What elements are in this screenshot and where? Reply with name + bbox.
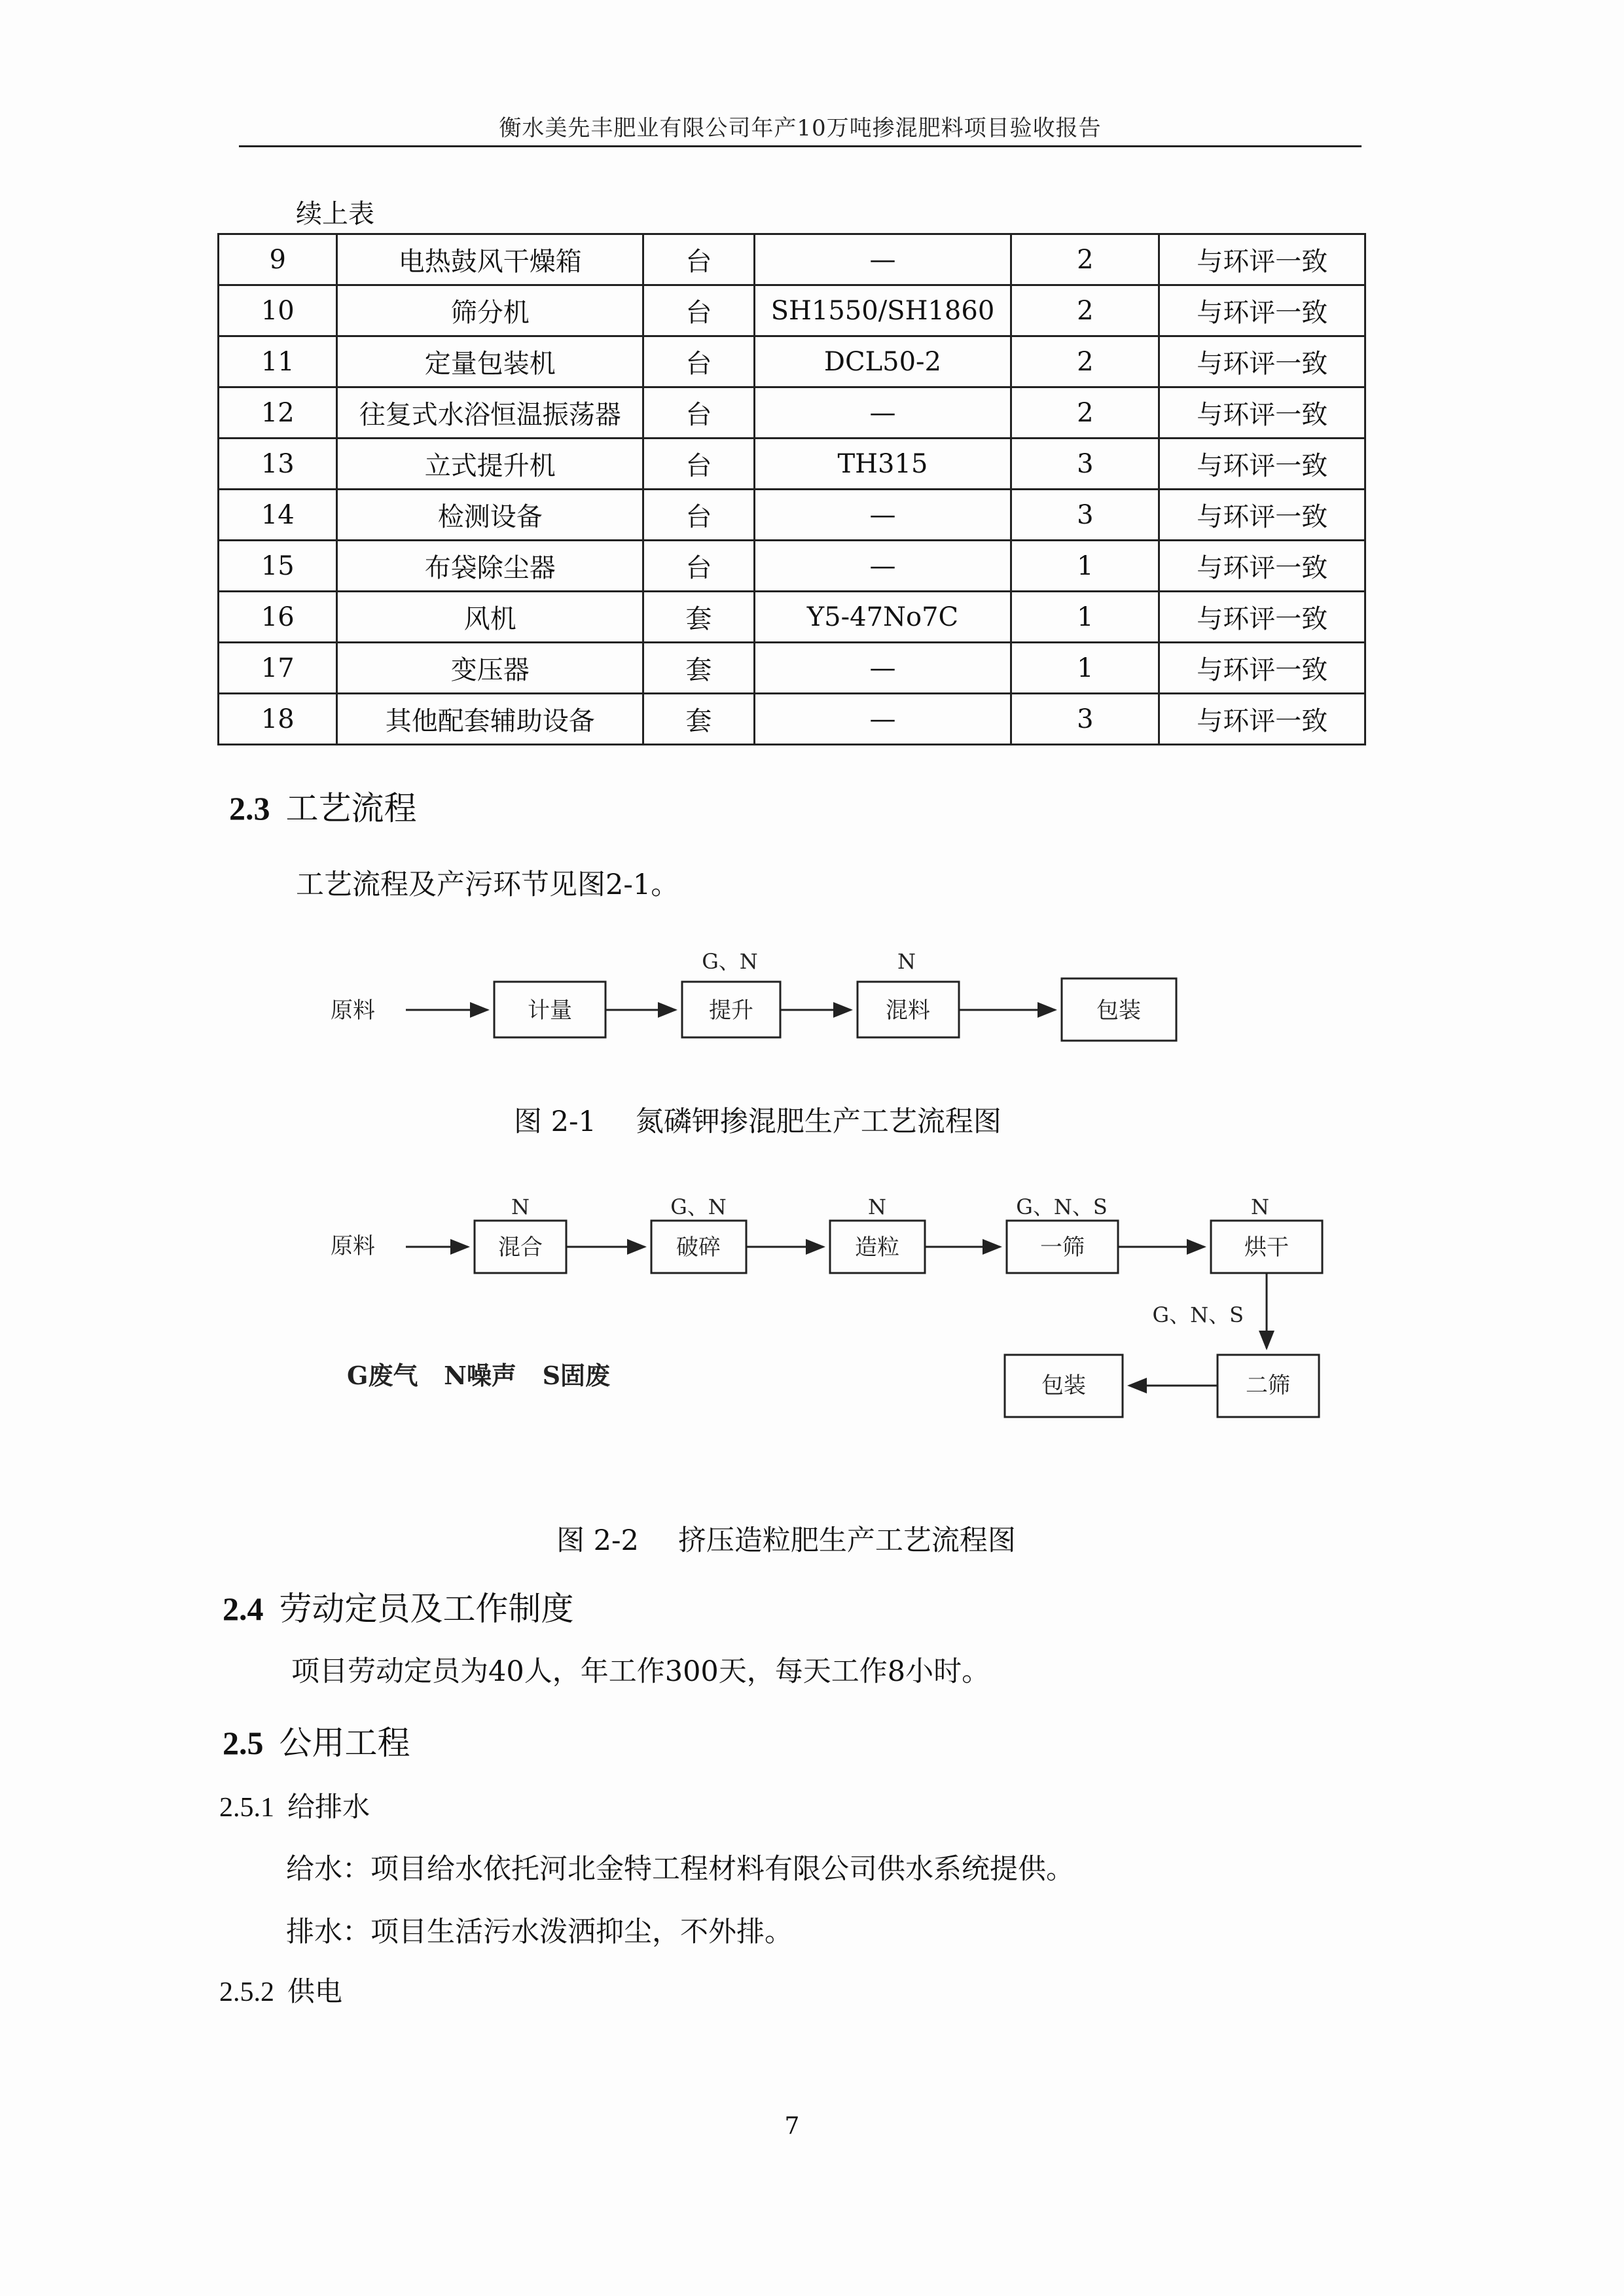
- fig1-box-label: 包装: [1096, 997, 1141, 1024]
- table-cell: 与环评一致: [1159, 490, 1365, 541]
- table-cell: 往复式水浴恒温振荡器: [337, 387, 643, 439]
- section-2-3-text: 工艺流程及产污环节见图2-1。: [296, 869, 679, 901]
- table-cell: 3: [1011, 439, 1159, 490]
- table-cell: Y5-47No7C: [754, 592, 1011, 643]
- section-2-5-heading: [223, 1717, 410, 1764]
- report-header: 衡水美先丰肥业有限公司年产10万吨掺混肥料项目验收报告: [499, 115, 1102, 141]
- table-cell: 台: [643, 490, 754, 541]
- fig1-pollutant-label: N: [897, 949, 916, 974]
- section-2-4-heading: [223, 1583, 574, 1630]
- table-cell: TH315: [754, 439, 1011, 490]
- table-cell: 与环评一致: [1159, 541, 1365, 592]
- fig2-pollutant-label: N: [511, 1194, 530, 1219]
- section-number: 2.5.2: [219, 1977, 274, 2007]
- table-cell: 17: [219, 643, 337, 694]
- fig2-pollutant-label: G、N、S: [1152, 1302, 1244, 1327]
- table-cell: 其他配套辅助设备: [337, 694, 643, 745]
- table-cell: 3: [1011, 694, 1159, 745]
- table-row: [219, 541, 1365, 592]
- table-cell: 2: [1011, 234, 1159, 285]
- table-cell: 13: [219, 439, 337, 490]
- fig2-pollutant-label: G、N、S: [1016, 1194, 1108, 1219]
- fig2-box-label: 造粒: [855, 1234, 899, 1261]
- table-cell: 2: [1011, 387, 1159, 439]
- table-cell: 与环评一致: [1159, 336, 1365, 387]
- table-cell: 台: [643, 387, 754, 439]
- fig1-box-label: 混料: [886, 997, 930, 1024]
- table-cell: 检测设备: [337, 490, 643, 541]
- section-title: 工艺流程: [285, 789, 417, 827]
- figure-number: 图 2-1: [514, 1105, 596, 1138]
- section-title: 供电: [287, 1975, 343, 2007]
- table-cell: —: [754, 541, 1011, 592]
- table-cell: 电热鼓风干燥箱: [337, 234, 643, 285]
- table-cell: 台: [643, 439, 754, 490]
- table-row: [219, 592, 1365, 643]
- table-cell: 与环评一致: [1159, 643, 1365, 694]
- section-number: 2.4: [223, 1590, 264, 1627]
- section-2-5-2-heading: [219, 1970, 342, 2009]
- table-cell: 与环评一致: [1159, 285, 1365, 336]
- fig1-box-label: 计量: [528, 997, 572, 1024]
- fig2-box-label: 烘干: [1244, 1234, 1289, 1261]
- table-cell: —: [754, 490, 1011, 541]
- table-cell: —: [754, 234, 1011, 285]
- table-cell: 1: [1011, 643, 1159, 694]
- table-continued-caption: 续上表: [296, 199, 374, 229]
- table-cell: 立式提升机: [337, 439, 643, 490]
- table-row: [219, 336, 1365, 387]
- fig2-box-label: 破碎: [676, 1234, 721, 1261]
- table-row: [219, 234, 1365, 285]
- fig2-box-label: 包装: [1041, 1372, 1086, 1399]
- table-cell: 10: [219, 285, 337, 336]
- drainage-text: 排水：项目生活污水泼洒抑尘，不外排。: [286, 1916, 793, 1948]
- equipment-table: [217, 233, 1366, 745]
- table-cell: 套: [643, 592, 754, 643]
- table-cell: 台: [643, 336, 754, 387]
- table-cell: 套: [643, 694, 754, 745]
- header-divider: [239, 145, 1362, 147]
- table-row: [219, 643, 1365, 694]
- table-row: [219, 387, 1365, 439]
- fig2-box-label: 一筛: [1040, 1234, 1085, 1261]
- table-cell: 1: [1011, 592, 1159, 643]
- table-cell: 2: [1011, 336, 1159, 387]
- fig2-start-label: 原料: [331, 1233, 375, 1259]
- section-number: 2.5: [223, 1725, 264, 1761]
- section-title: 劳动定员及工作制度: [279, 1590, 574, 1628]
- fig2-box-label: 二筛: [1246, 1372, 1290, 1399]
- fig1-pollutant-label: G、N: [702, 949, 758, 974]
- section-number: 2.5.1: [219, 1793, 274, 1823]
- fig1-start-label: 原料: [331, 997, 375, 1024]
- table-cell: 11: [219, 336, 337, 387]
- table-cell: 12: [219, 387, 337, 439]
- figure-2-2-caption: [556, 1518, 1016, 1558]
- table-cell: DCL50-2: [754, 336, 1011, 387]
- table-cell: 18: [219, 694, 337, 745]
- fig2-pollutant-label: N: [1251, 1194, 1269, 1219]
- section-2-5-1-heading: [219, 1785, 370, 1825]
- fig2-pollutant-label: N: [868, 1194, 886, 1219]
- table-cell: 台: [643, 285, 754, 336]
- table-cell: 15: [219, 541, 337, 592]
- flow-diagram-2-2: [0, 1191, 1624, 1433]
- table-row: [219, 490, 1365, 541]
- table-cell: 与环评一致: [1159, 592, 1365, 643]
- table-row: [219, 439, 1365, 490]
- equipment-table-body: [219, 234, 1365, 745]
- table-cell: 9: [219, 234, 337, 285]
- table-cell: 台: [643, 541, 754, 592]
- table-cell: 1: [1011, 541, 1159, 592]
- table-cell: 16: [219, 592, 337, 643]
- table-row: [219, 694, 1365, 745]
- figure-title: 挤压造粒肥生产工艺流程图: [677, 1524, 1016, 1557]
- table-cell: 定量包装机: [337, 336, 643, 387]
- fig1-box-label: 提升: [709, 997, 753, 1024]
- section-title: 公用工程: [279, 1724, 410, 1762]
- table-cell: —: [754, 643, 1011, 694]
- table-cell: 风机: [337, 592, 643, 643]
- table-cell: 与环评一致: [1159, 387, 1365, 439]
- table-cell: 3: [1011, 490, 1159, 541]
- table-cell: 套: [643, 643, 754, 694]
- table-cell: SH1550/SH1860: [754, 285, 1011, 336]
- section-title: 给排水: [287, 1791, 370, 1823]
- page-number: 7: [784, 2113, 800, 2140]
- table-cell: 布袋除尘器: [337, 541, 643, 592]
- fig2-box-label: 混合: [498, 1234, 543, 1261]
- figure-number: 图 2-2: [556, 1524, 639, 1557]
- table-cell: 筛分机: [337, 285, 643, 336]
- table-cell: 2: [1011, 285, 1159, 336]
- section-2-3-heading: [229, 782, 417, 829]
- table-cell: 台: [643, 234, 754, 285]
- section-2-4-text: 项目劳动定员为40人，年工作300天，每天工作8小时。: [291, 1655, 990, 1688]
- table-cell: —: [754, 387, 1011, 439]
- table-cell: 与环评一致: [1159, 234, 1365, 285]
- figure-title: 氮磷钾掺混肥生产工艺流程图: [635, 1105, 1001, 1138]
- table-cell: 变压器: [337, 643, 643, 694]
- fig2-legend: G废气 N噪声 S固废: [347, 1361, 611, 1390]
- table-cell: 与环评一致: [1159, 694, 1365, 745]
- flow-diagram-2-1: [0, 942, 1624, 1047]
- section-number: 2.3: [229, 790, 270, 827]
- table-row: [219, 285, 1365, 336]
- fig2-pollutant-label: G、N: [670, 1194, 727, 1219]
- table-cell: 14: [219, 490, 337, 541]
- table-cell: 与环评一致: [1159, 439, 1365, 490]
- water-supply-text: 给水：项目给水依托河北金特工程材料有限公司供水系统提供。: [286, 1853, 1074, 1886]
- table-cell: —: [754, 694, 1011, 745]
- figure-2-1-caption: [514, 1100, 1001, 1139]
